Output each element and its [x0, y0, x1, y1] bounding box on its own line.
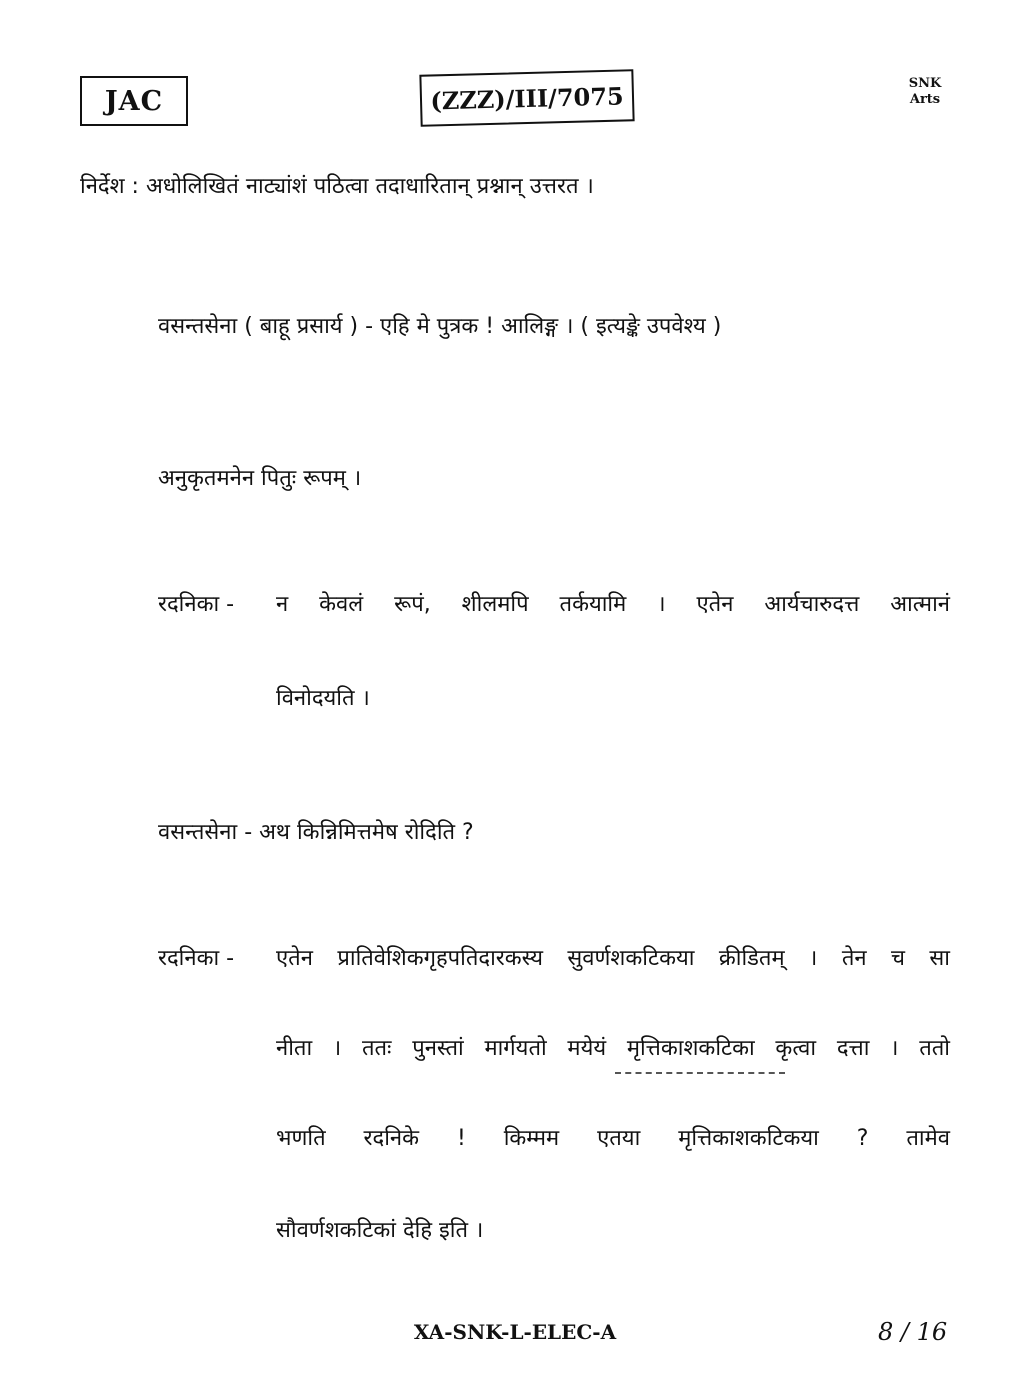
- dialogue-continuation: भणति रदनिके ! किम्मम एतया मृत्तिकाशकटिकया ? तामेव: [276, 1126, 950, 1151]
- dialogue-continuation: विनोदयति ।: [276, 686, 370, 711]
- passage-line-vasantasena-1: वसन्तसेना ( बाहू प्रसार्य ) - एहि मे पुत्रक ! आलिङ्ग । ( इत्यङ्के उपवेश्य ): [158, 314, 722, 339]
- speaker-label: रदनिका -: [158, 592, 235, 617]
- dialogue-radanika-1: [158, 590, 950, 620]
- speaker-label: रदनिका -: [158, 946, 235, 971]
- page-number: 8 / 16: [878, 1318, 948, 1346]
- board-logo-box: [80, 76, 188, 126]
- subject-code: [900, 76, 950, 108]
- board-name: JAC: [104, 85, 164, 117]
- footer-code: XA-SNK-L-ELEC-A: [413, 1320, 617, 1344]
- underline-mark: [615, 1072, 785, 1074]
- subject-code-line1: SNK: [908, 76, 942, 91]
- dialogue-continuation: नीता । ततः पुनस्तां मार्गयतो मयेयं मृत्तिकाशकटिका कृत्वा दत्ता । ततो: [276, 1036, 950, 1061]
- dialogue-continuation: सौवर्णशकटिकां देहि इति ।: [276, 1218, 484, 1243]
- dialogue-radanika-2: [158, 944, 950, 974]
- instruction-text: निर्देश : अधोलिखितं नाट्यांशं पठित्वा तदाधारितान् प्रश्नान् उत्तरत ।: [80, 174, 594, 199]
- dialogue-text: एतेन प्रातिवेशिकगृहपतिदारकस्य सुवर्णशकटिकया क्रीडितम् । तेन च सा: [276, 946, 950, 971]
- dialogue-text: न केवलं रूपं, शीलमपि तर्कयामि । एतेन आर्यचारुदत्त आत्मानं: [276, 592, 950, 617]
- subject-code-line2: Arts: [909, 92, 941, 107]
- paper-code-box: [419, 69, 634, 127]
- paper-code: (ZZZ)/III/7075: [430, 80, 624, 116]
- passage-line-vasantasena-2: वसन्तसेना - अथ किन्निमित्तमेष रोदिति ?: [158, 820, 474, 845]
- passage-line-anukritam: अनुकृतमनेन पितुः रूपम् ।: [158, 466, 362, 491]
